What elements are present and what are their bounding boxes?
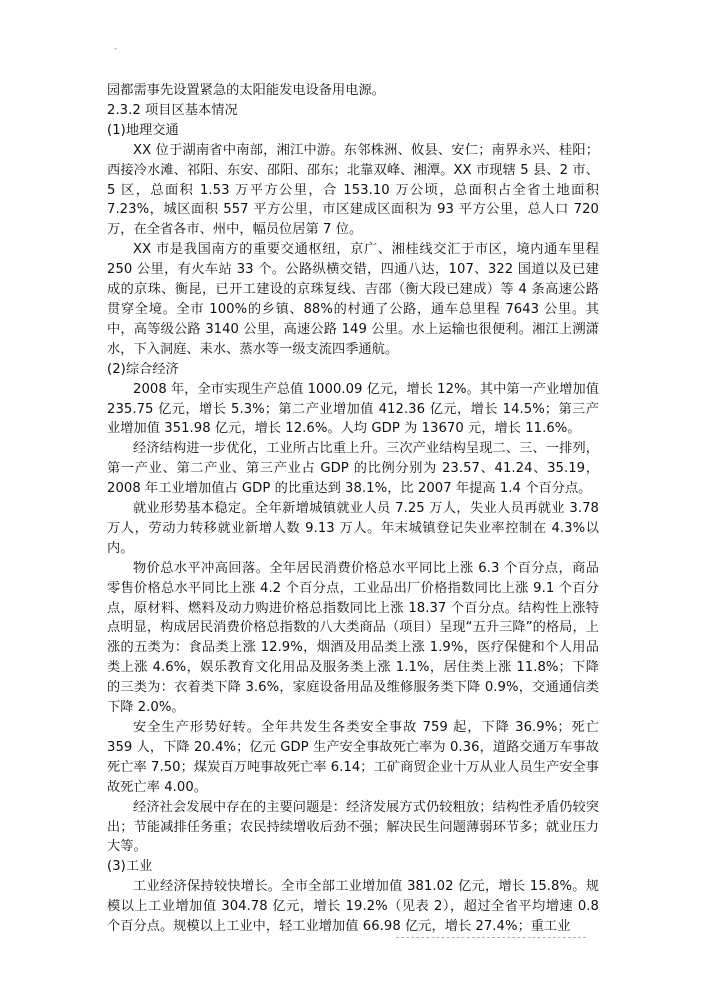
paragraph-location: XX 位于湖南省中南部，湘江中游。东邻株洲、攸县、安仁；南界永兴、桂阳；西接冷水滩、祁阳、东安、邵阳、邵东；北靠双峰、湘潭。XX 市现辖 5 县、2 市、5 区，总面积 1.53 万平方公里，合 153.10 万公顷，总面积占全省土地面积 7.23%，城区面积 557 平方公里，市区建成区面积为 93 平方公里，总人口 720 万，在全省各市、州中，幅员位居第 7 位。: [107, 142, 599, 238]
subsection-heading-industry: (3)工业: [107, 859, 153, 875]
document-body: [107, 81, 599, 937]
paragraph-prices: 物价总水平冲高回落。全年居民消费价格总水平同比上涨 6.3 个百分点，商品零售价格总水平同比上涨 4.2 个百分点，工业品出厂价格指数同比上涨 9.1 个百分点，原材料、燃料及动力购进价格总指数同比上涨 18.37 个百分点。结构性上涨特点明显，构成居民消费价格总指数的八大类商品（项目）呈现“五升三降”的格局，上涨的五类为：食品类上涨 12.9%，烟酒及用品类上涨 1.9%，医疗保健和个人用品类上涨 4.6%，娱乐教育文化用品及服务类上涨 1.1%，居住类上涨 11.8%；下降的三类为：衣着类下降 3.6%，家庭设备用品及维修服务类下降 0.9%，交通通信类下降 2.0%。: [107, 560, 599, 716]
paragraph-transport: XX 市是我国南方的重要交通枢纽，京广、湘桂线交汇于市区，境内通车里程 250 公里，有火车站 33 个。公路纵横交错，四通八达，107、322 国道以及已建成的京珠、衡昆，已开工建设的京珠复线、吉邵（衡大段已建成）等 4 条高速公路贯穿全境。全市 100%的乡镇、88%的村通了公路，通车总里程 7643 公里。其中，高等级公路 3140 公里，高速公路 149 公里。水上运输也很便利。湘江上溯潇水，下入洞庭、耒水、蒸水等一级支流四季通航。: [107, 242, 599, 357]
subsection-heading-economy: (2)综合经济: [107, 361, 179, 377]
section-heading: 2.3.2 项目区基本情况: [107, 102, 238, 118]
paragraph-employment: 就业形势基本稳定。全年新增城镇就业人员 7.25 万人，失业人员再就业 3.78 万人，劳动力转移就业新增人数 9.13 万人。年末城镇登记失业率控制在 4.3%以内。: [107, 501, 599, 556]
paragraph-industry: 工业经济保持较快增长。全市全部工业增加值 381.02 亿元，增长 15.8%。规模以上工业增加值 304.78 亿元，增长 19.2%（见表 2），超过全省平均增速 0.8 个百分点。规模以上工业中，轻工业增加值 66.98 亿元，增长 27.4%；重工业: [107, 879, 599, 935]
header-mark: -: [114, 44, 118, 54]
paragraph-safety: 安全生产形势好转。全年共发生各类安全事故 759 起，下降 36.9%；死亡 359 人，下降 20.4%；亿元 GDP 生产安全事故死亡率为 0.36，道路交通万车事故死亡率 7.50；煤炭百万吨事故死亡率 6.14；工矿商贸企业十万从业人员生产安全事故死亡率 4.00。: [107, 720, 599, 795]
paragraph-continuation: 园都需事先设置紧急的太阳能发电设备用电源。: [107, 83, 385, 98]
footer-divider: [396, 937, 586, 938]
paragraph-structure: 经济结构进一步优化，工业所占比重上升。三次产业结构呈现二、三、一排列，第一产业、第二产业、第三产业占 GDP 的比例分别为 23.57、41.24、35.19，2008 年工业增加值占 GDP 的比重达到 38.1%，比 2007 年提高 1.4 个百分点。: [107, 441, 599, 497]
paragraph-problems: 经济社会发展中存在的主要问题是：经济发展方式仍较粗放；结构性矛盾仍较突出；节能减排任务重；农民持续增收后劲不强；解决民生问题薄弱环节多；就业压力大等。: [107, 799, 599, 855]
paragraph-gdp: 2008 年，全市实现生产总值 1000.09 亿元，增长 12%。其中第一产业增加值 235.75 亿元，增长 5.3%；第二产业增加值 412.36 亿元，增长 14.5%；第三产业增加值 351.98 亿元，增长 12.6%。人均 GDP 为 13670 元，增长 11.6%。: [107, 381, 600, 437]
subsection-heading-geography: (1)地理交通: [107, 122, 179, 138]
